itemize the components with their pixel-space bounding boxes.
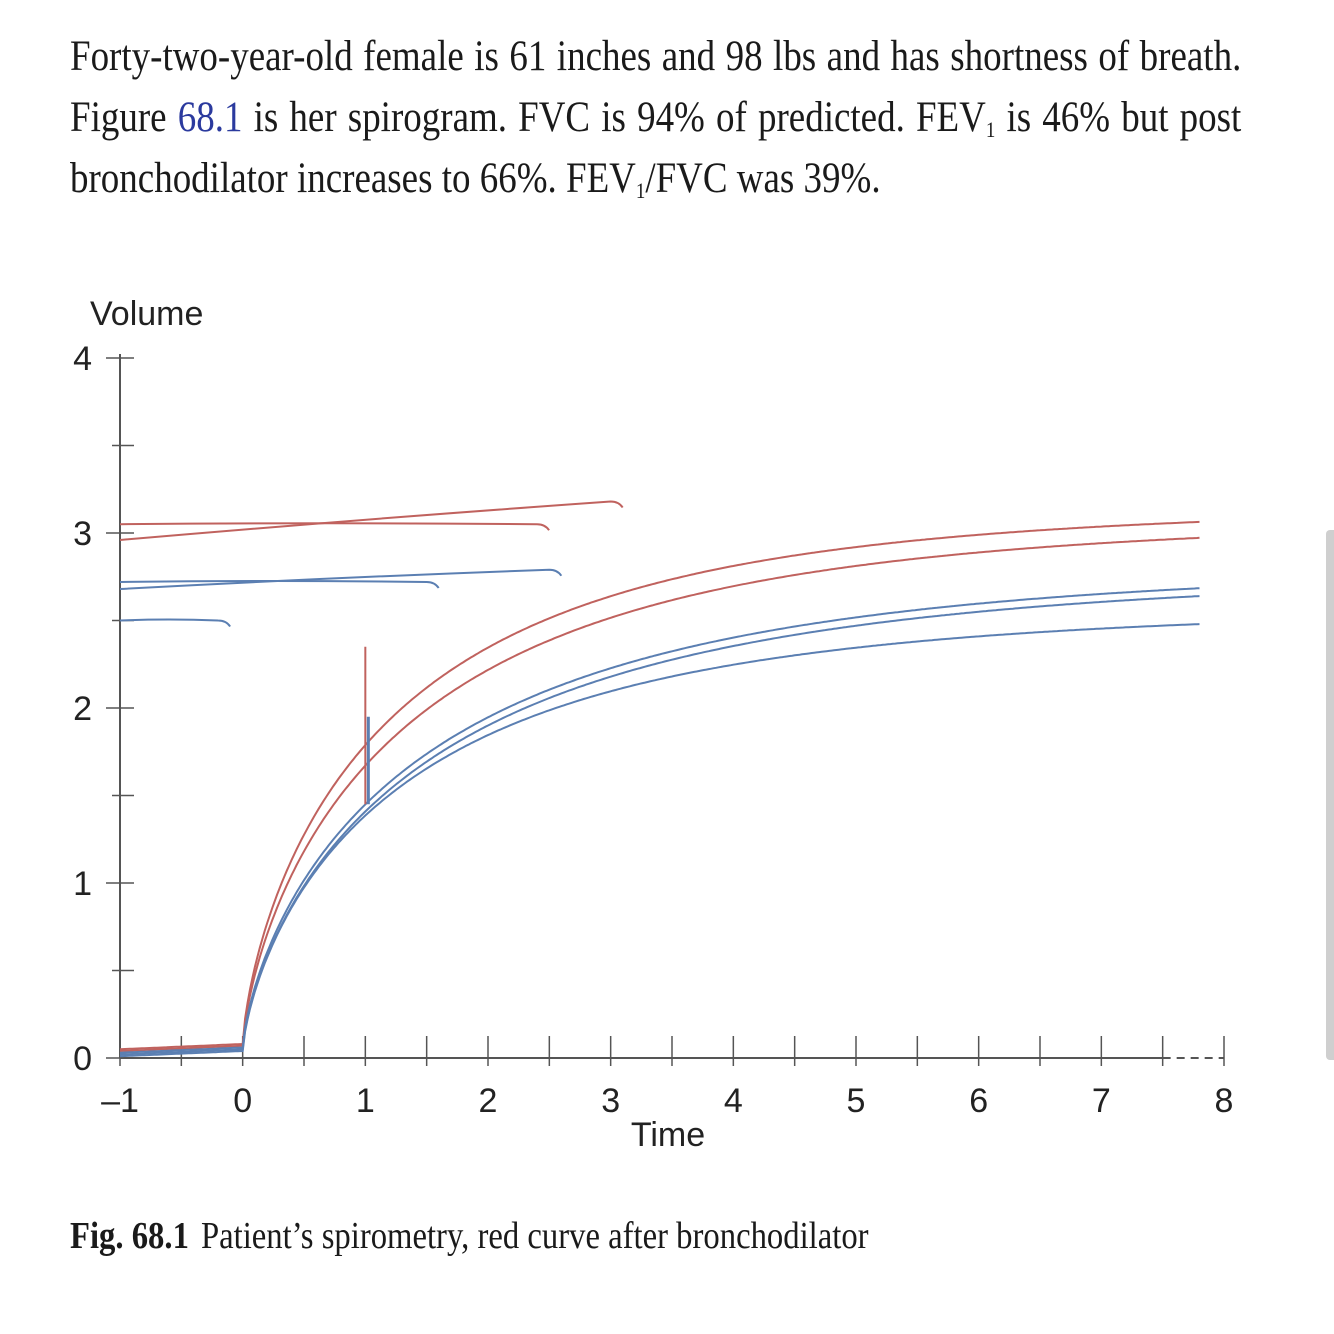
caption-text: Patient’s spirometry, red curve after bronchodilator: [200, 1215, 869, 1257]
plateau-segment-5: [120, 620, 230, 627]
case-text-3: is 46% but post bronchodilator increases to 66%. FEV: [70, 94, 1242, 202]
x-tick-label: 3: [601, 1082, 621, 1120]
figure-reference-link[interactable]: 68.1: [177, 94, 243, 141]
fev-subscript: 1: [635, 178, 646, 203]
y-tick-label: 3: [73, 515, 92, 553]
fev-subscript: 1: [985, 117, 996, 142]
x-tick-label: 6: [969, 1082, 989, 1120]
x-tick-label: –1: [101, 1082, 139, 1120]
x-axis-label: Time: [630, 1116, 706, 1154]
case-text-4: /FVC was 39%.: [645, 155, 881, 202]
plateau-segment-3: [120, 570, 561, 589]
volume-time-curves: [120, 522, 1200, 1056]
caption-label: Fig. 68.1: [70, 1215, 189, 1257]
y-axis-label: Volume: [90, 295, 204, 333]
curve-series-4: [120, 596, 1200, 1054]
y-tick-label: 4: [73, 340, 92, 378]
y-tick-label: 1: [73, 865, 92, 903]
plateau-segment-2: [120, 523, 549, 530]
x-tick-label: 1: [355, 1082, 375, 1120]
x-tick-label: 8: [1214, 1082, 1234, 1120]
curve-series-1: [120, 522, 1200, 1049]
curve-series-3: [120, 588, 1200, 1053]
figure-caption: [70, 1214, 869, 1258]
plateau-segment-1: [120, 502, 623, 541]
scrollbar[interactable]: [1326, 530, 1334, 1060]
x-tick-label: 4: [723, 1082, 743, 1120]
x-tick-label: 0: [233, 1082, 253, 1120]
x-tick-label: 2: [478, 1082, 498, 1120]
y-tick-label: 2: [73, 690, 92, 728]
case-text-2: is her spirogram. FVC is 94% of predicted. FEV: [242, 94, 986, 141]
spirogram-chart: [0, 270, 1334, 1170]
x-tick-label: 7: [1091, 1082, 1111, 1120]
curve-series-5: [120, 624, 1200, 1056]
case-description: [70, 26, 1241, 209]
curve-series-2: [120, 538, 1200, 1051]
plateau-traces: [120, 502, 623, 627]
y-tick-label: 0: [73, 1040, 92, 1078]
case-text-1: Forty-two-year-old female is 61 inches and 98 lbs and has shortness of breath. Figure: [70, 33, 1242, 141]
x-tick-label: 5: [846, 1082, 866, 1120]
